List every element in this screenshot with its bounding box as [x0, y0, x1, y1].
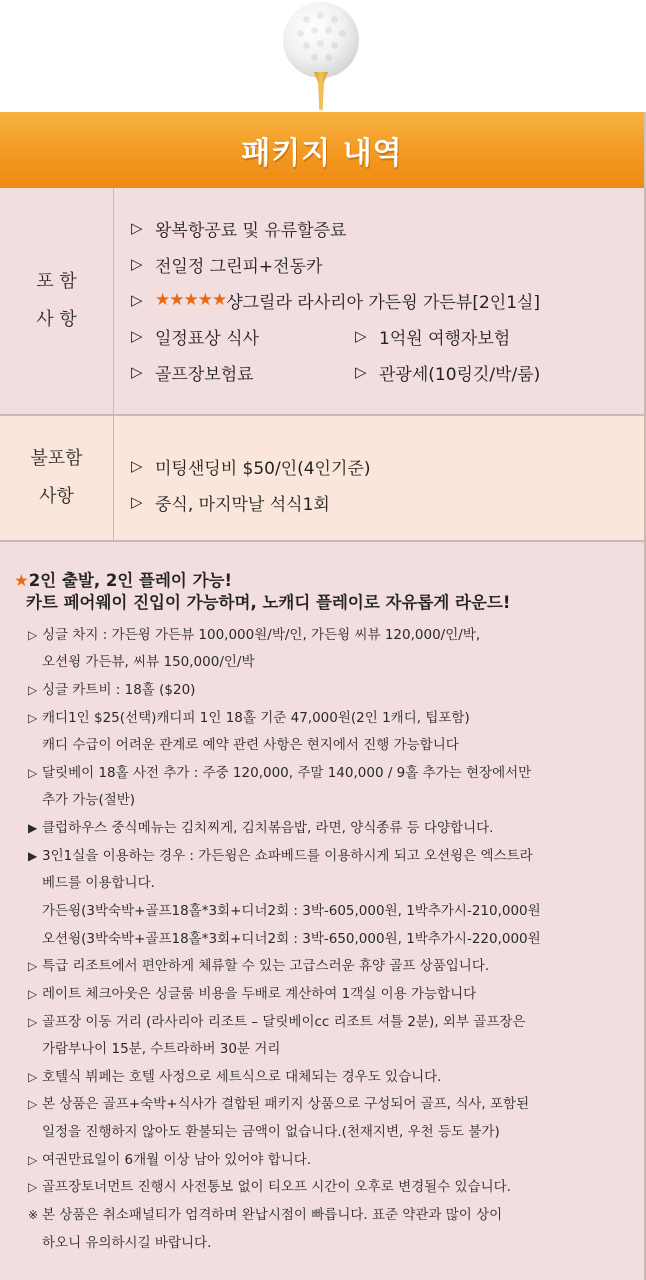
list-item: ▷ 1억원 여행자보험: [355, 327, 511, 349]
included-label: 포 함 사 항: [0, 188, 114, 414]
triangle-bullet-icon: ▷: [28, 766, 38, 780]
excluded-label: 불포함 사항: [0, 416, 114, 540]
note-line: 하오니 유의하시길 바랍니다.: [42, 1235, 212, 1251]
list-item: ▷ ★★★★★ 샹그릴라 라사리아 가든윙 가든뷰[2인1실]: [131, 290, 541, 313]
list-item: ▷ 미팅샌딩비 $50/인(4인기준): [131, 457, 371, 479]
list-item: ▷ 관광세(10링깃/박/룸): [355, 363, 541, 385]
triangle-bullet-icon: ▷: [131, 493, 143, 511]
star-icon: ★: [14, 571, 29, 590]
note-line: ※ 본 상품은 취소패널티가 엄격하며 완납시점이 빠릅니다. 표준 약관과 많이 상이: [28, 1202, 502, 1228]
list-item: ▷ 골프장보험료 ▷ 관광세(10링깃/박/룸): [131, 354, 644, 390]
triangle-bullet-icon: ▷: [28, 683, 38, 697]
filled-triangle-bullet-icon: ▶: [28, 849, 38, 863]
included-items: [114, 188, 644, 414]
list-item: ▷ 중식, 마지막날 석식1회: [131, 493, 330, 515]
note-line: ▷ 싱글 차지 : 가든윙 가든뷰 100,000원/박/인, 가든윙 씨뷰 120,000/인/박,: [28, 622, 480, 648]
triangle-bullet-icon: ▷: [131, 457, 143, 475]
note-line: 일정을 진행하지 않아도 환불되는 금액이 없습니다.(천재지변, 우천 등도 불가): [42, 1124, 500, 1140]
triangle-bullet-icon: ▷: [28, 1097, 38, 1111]
triangle-bullet-icon: ▷: [28, 959, 38, 973]
note-line: ▷ 본 상품은 골프+숙박+식사가 결합된 패키지 상품으로 구성되어 골프, 식사, 포함된: [28, 1091, 529, 1117]
note-line: 가든윙(3박숙박+골프18홀*3회+디너2회 : 3박-605,000원, 1박추가시-210,000원: [42, 903, 541, 919]
package-header-banner: [0, 112, 646, 188]
list-item: ▷ 전일정 그린피+전동카: [131, 255, 323, 277]
triangle-bullet-icon: ▷: [131, 327, 143, 345]
filled-triangle-bullet-icon: ▶: [28, 821, 38, 835]
golf-tee-icon: [314, 72, 328, 110]
triangle-bullet-icon: ▷: [131, 255, 143, 273]
note-line: 베드를 이용합니다.: [42, 875, 155, 891]
note-line: ▷ 레이트 체크아웃은 싱글룸 비용을 두배로 계산하여 1객실 이용 가능합니다: [28, 981, 476, 1007]
list-item: ▷ 왕복항공료 및 유류할증료: [131, 219, 347, 241]
triangle-bullet-icon: ▷: [28, 1070, 38, 1084]
note-line: ▷ 여권만료일이 6개월 이상 남아 있어야 합니다.: [28, 1147, 311, 1173]
note-line: 가람부나이 15분, 수트라하버 30분 거리: [42, 1041, 281, 1057]
note-line: 추가 가능(절반): [42, 792, 136, 808]
notes-headline: ★2인 출발, 2인 플레이 가능! 카트 페어웨이 진입이 가능하며, 노캐디 플레이로 자유롭게 라운드!: [14, 571, 511, 612]
triangle-bullet-icon: ▷: [28, 628, 38, 642]
triangle-bullet-icon: ▷: [131, 219, 143, 237]
reference-mark-icon: ※: [28, 1208, 39, 1222]
page-title: 패키지 내역: [241, 136, 403, 171]
note-line: ▶ 3인1실을 이용하는 경우 : 가든윙은 쇼파베드를 이용하시게 되고 오션윙은 엑스트라: [28, 843, 533, 869]
notes-section: [0, 542, 646, 1280]
triangle-bullet-icon: ▷: [28, 987, 38, 1001]
note-line: ▷ 달릿베이 18홀 사전 추가 : 주중 120,000, 주말 140,000 / 9홀 추가는 현장에서만: [28, 760, 531, 786]
golf-ball-icon: [283, 2, 359, 78]
triangle-bullet-icon: ▷: [28, 711, 38, 725]
note-line: 오션윙 가든뷰, 씨뷰 150,000/인/박: [42, 654, 255, 670]
triangle-bullet-icon: ▷: [28, 1180, 38, 1194]
triangle-bullet-icon: ▷: [28, 1153, 38, 1167]
list-item: ▷ 일정표상 식사 ▷ 1억원 여행자보험: [131, 318, 644, 354]
triangle-bullet-icon: ▷: [355, 363, 367, 381]
note-line: ▷ 특급 리조트에서 편안하게 체류할 수 있는 고급스러운 휴양 골프 상품입니다.: [28, 953, 489, 979]
golf-ball-illustration: [0, 0, 646, 112]
note-line: 오션윙(3박숙박+골프18홀*3회+디너2회 : 3박-650,000원, 1박추가시-220,000원: [42, 931, 541, 947]
excluded-items: [114, 416, 644, 540]
note-line: ▷ 캐디1인 $25(선택)캐디피 1인 18홀 기준 47,000원(2인 1캐디, 팁포함): [28, 705, 470, 731]
note-line: ▷ 호텔식 뷔페는 호텔 사정으로 세트식으로 대체되는 경우도 있습니다.: [28, 1064, 441, 1090]
triangle-bullet-icon: ▷: [131, 291, 143, 309]
triangle-bullet-icon: ▷: [131, 363, 143, 381]
triangle-bullet-icon: ▷: [355, 327, 367, 345]
note-line: ▷ 싱글 카트비 : 18홀 ($20): [28, 677, 195, 703]
triangle-bullet-icon: ▷: [28, 1015, 38, 1029]
included-section: [0, 188, 646, 416]
note-line: ▶ 클럽하우스 중식메뉴는 김치찌게, 김치볶음밥, 라면, 양식종류 등 다양합니다.: [28, 815, 493, 841]
note-line: ▷ 골프장토너먼트 진행시 사전통보 없이 티오프 시간이 오후로 변경될수 있습니다.: [28, 1174, 511, 1200]
five-star-rating-icon: ★★★★★: [155, 290, 227, 310]
note-line: ▷ 골프장 이동 거리 (라사리아 리조트 – 달릿베이cc 리조트 셔틀 2분), 외부 골프장은: [28, 1009, 525, 1035]
excluded-section: [0, 416, 646, 542]
note-line: 캐디 수급이 어려운 관계로 예약 관련 사항은 현지에서 진행 가능합니다: [42, 737, 459, 753]
